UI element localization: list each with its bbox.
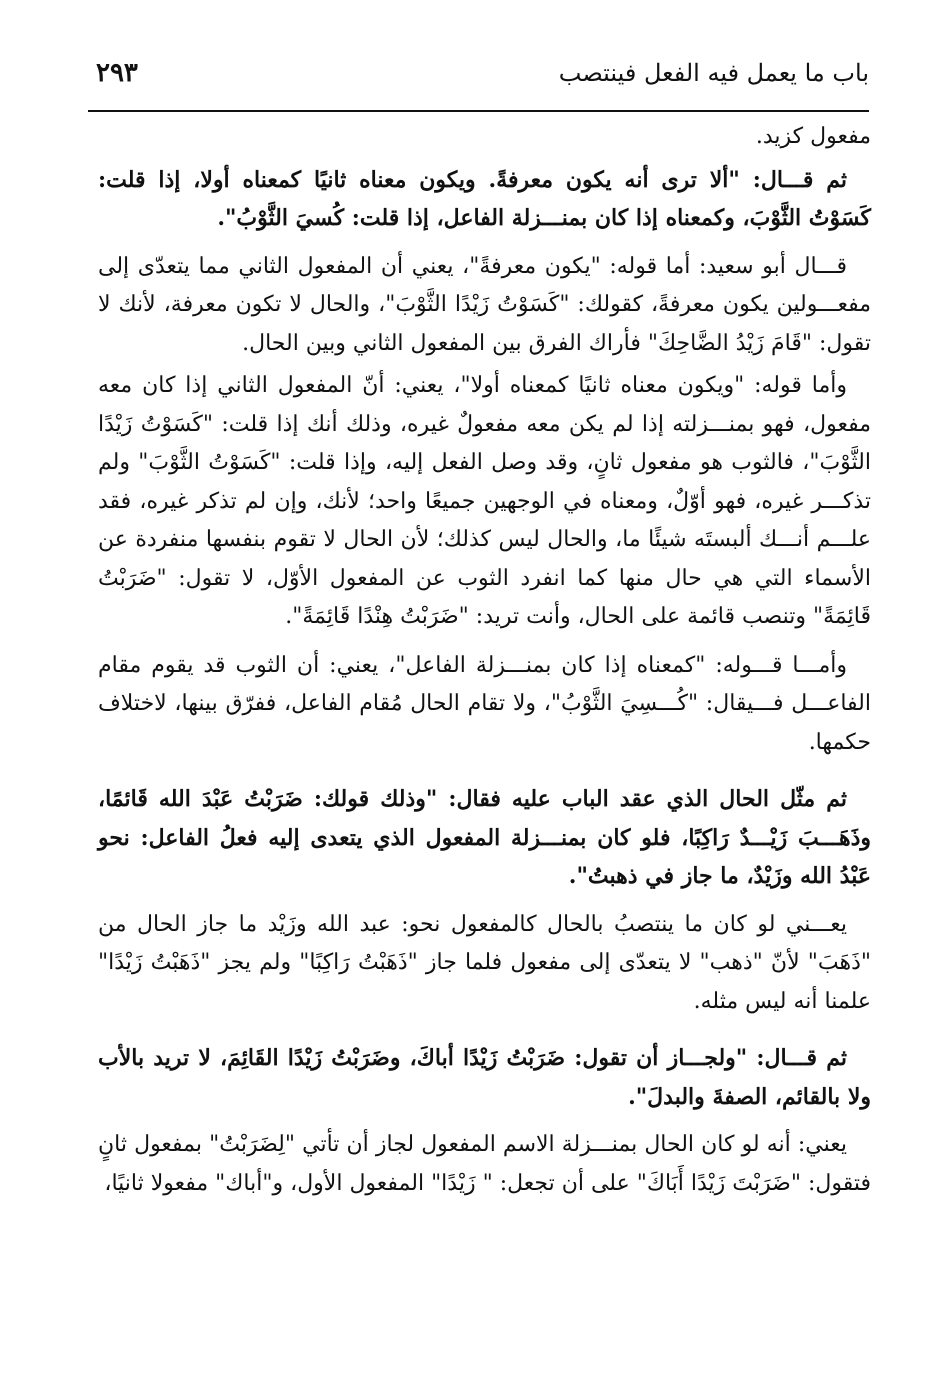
paragraph-5: وأمـــا قـــوله: "كمعناه إذا كان بمنـــزلة الفاعل"، يعني: أن الثوب قد يقوم مقام الفاعـــل فـــيقال: "كُـــسِيَ الثَّوْبُ"، ولا تقام الحال مُقام الفاعل، ففرّق بينها، لاختلاف حكمها.: [98, 652, 871, 755]
page-number: ٢٩٣: [96, 58, 138, 88]
body-text: [98, 118, 871, 1203]
paragraph-8-quotation: ثم قـــال: "ولجـــاز أن تقول: ضَرَبْتُ زَيْدًا أباكَ، وضَرَبْتُ زَيْدًا القَائِمَ، لا تريد بالأب ولا بالقائم، الصفةَ والبدلَ".: [98, 1045, 871, 1110]
paragraph-3: قـــال أبو سعيد: أما قوله: "يكون معرفةً"، يعني أن المفعول الثاني مما يتعدّى إلى مفعـــولين يكون معرفةً، كقولك: "كَسَوْتُ زَيْدًا الثَّوْبَ"، والحال لا تكون معرفة، لأنك لا تقول: "قَامَ زَيْدُ الضَّاحِكَ" فأراك الفرق بين المفعول الثاني وبين الحال.: [98, 253, 871, 356]
header-rule: [88, 110, 869, 112]
paragraph-4: وأما قوله: "ويكون معناه ثانيًا كمعناه أولا"، يعني: أنّ المفعول الثاني إذا كان معه مفعول، فهو بمنـــزلته إذا لم يكن معه مفعولٌ غيره، وذلك أنك إذا قلت: "كَسَوْتُ زَيْدًا الثَّوْبَ"، فالثوب هو مفعول ثانٍ، وقد وصل الفعل إليه، وإذا قلت: "كَسَوْتُ الثَّوْبَ" ولم تذكـــر غيره، فهو أوّلٌ، ومعناه في الوجهين جميعًا واحد؛ لأنك، وإن لم تذكر غيره، فقد علـــم أنـــك ألبستَه شيئًا ما، والحال ليس كذلك؛ لأن الحال لا تقوم بنفسها منفردة عن الأسماء التي هي حال منها كما انفرد الثوب عن المفعول الأوّل، لا تقول: "ضَرَبْتُ قَائِمَةً" وتنصب قائمة على الحال، وأنت تريد: "ضَرَبْتُ هِنْدًا قَائِمَةً".: [98, 373, 871, 629]
paragraph-2-quotation: ثم قـــال: "ألا ترى أنه يكون معرفةً. ويكون معناه ثانيًا كمعناه أولا، إذا قلت: كَسَوْتُ الثَّوْبَ، وكمعناه إذا كان بمنـــزلة الفاعل، إذا قلت: كُسيَ الثَّوْبُ".: [98, 166, 871, 231]
running-header: [88, 52, 869, 112]
paragraph-1: مفعول كزيد.: [755, 124, 871, 149]
chapter-title: باب ما يعمل فيه الفعل فينتصب: [558, 59, 869, 87]
paragraph-6-quotation: ثم مثّل الحال الذي عقد الباب عليه فقال: "وذلك قولك: ضَرَبْتُ عَبْدَ الله قَائمًا، وذَهَـــبَ زَيْـــدٌ رَاكِبًا، فلو كان بمنـــزلة المفعول الذي يتعدى إليه فعلُ الفاعل: نحو عَبْدُ الله وزَيْدٌ، ما جاز في ذهبتُ".: [98, 786, 871, 889]
paragraph-7: يعـــني لو كان ما ينتصبُ بالحال كالمفعول نحو: عبد الله وزَيْد ما جاز الحال من "ذَهَبَ" لأنّ "ذهب" لا يتعدّى إلى مفعول فلما جاز "ذَهَبْتُ رَاكِبًا" ولم يجز "ذَهَبْتُ زَيْدًا" علمنا أنه ليس مثله.: [98, 911, 871, 1014]
paragraph-9: يعني: أنه لو كان الحال بمنـــزلة الاسم المفعول لجاز أن تأتي "لِضَرَبْتُ" بمفعول ثانٍ فتقول: "ضَرَبْتَ زَيْدًا أَبَاكَ" على أن تجعل: " زَيْدًا" المفعول الأول، و"أباك" مفعولا ثانيًا،: [98, 1132, 871, 1196]
